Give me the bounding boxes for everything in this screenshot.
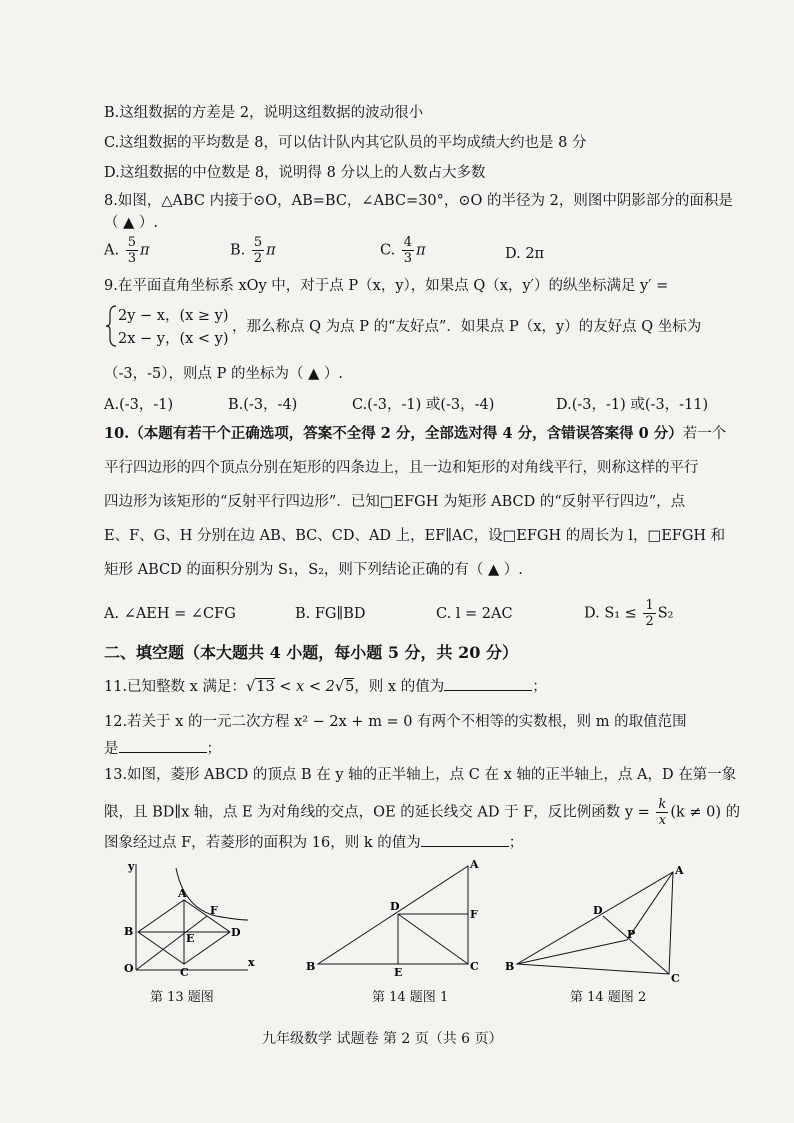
q9-option-a: A.(-3，-1): [104, 397, 174, 413]
q10-option-d: D. S₁ ≤ $\frac{1}{2}$ S₂: [584, 598, 674, 629]
q10-line-1: 10.（本题有若干个正确选项，答案不全得 2 分，全部选对得 4 分，含错误答案得 0 分）若一个: [104, 425, 727, 442]
q8-option-b-fraction: $\frac{5}{2}$: [253, 235, 263, 266]
q7-option-d: D.这组数据的中位数是 8，说明得 8 分以上的人数占大多数: [104, 165, 486, 181]
q9-stem: 9.在平面直角坐标系 xOy 中，对于点 P（x，y），如果点 Q（x，y′）的纵坐标满足 y′ =: [104, 278, 669, 294]
q10-line-4: E、F、G、H 分别在边 AB、BC、CD、AD 上，EF∥AC，设□EFGH 的周长为 l，□EFGH 和: [104, 528, 726, 544]
q9-case-2: 2x − y，(x < y): [118, 331, 229, 347]
fig13-label-y: y: [128, 860, 135, 873]
q8-option-a-fraction: $\frac{5}{3}$: [127, 235, 136, 266]
q11: 11.已知整数 x 满足：√13 < x < 2√5，则 x 的值为 ；: [104, 676, 547, 697]
section-2-title: 二、填空题（本大题共 4 小题，每小题 5 分，共 20 分）: [104, 643, 518, 662]
fig14a-line-dc: [398, 914, 468, 964]
fig13-label-x: x: [248, 956, 255, 969]
q10-line-5: 矩形 ABCD 的面积分别为 S₁，S₂，则下列结论正确的有（ ▲ ）.: [104, 562, 523, 578]
q10-line-2: 平行四边形的四个顶点分别在矩形的四条边上，且一边和矩形的对角线平行，则称这样的平行: [104, 460, 699, 476]
q9-case-1: 2y − x，(x ≥ y): [118, 308, 229, 324]
fig13-label-f: F: [210, 904, 218, 917]
q10-option-c: C. l = 2AC: [436, 606, 513, 622]
q9-option-b: B.(-3，-4): [228, 397, 298, 413]
fig14b-label-c: C: [671, 972, 680, 982]
q8-option-d: D. 2π: [505, 246, 545, 262]
q12-answer-blank[interactable]: [119, 738, 207, 753]
q10-option-b: B. FG∥BD: [295, 606, 366, 622]
q13-line-1: 13.如图，菱形 ABCD 的顶点 B 在 y 轴的正半轴上，点 C 在 x 轴的正半轴上，点 A，D 在第一象: [104, 767, 737, 783]
fig13-label-a: A: [178, 887, 187, 900]
figure-13-caption: 第 13 题图: [150, 990, 214, 1005]
fig13-label-o: O: [124, 962, 134, 975]
figure-14-1-caption: 第 14 题图 1: [372, 990, 449, 1005]
figure-14-2-caption: 第 14 题图 2: [570, 990, 647, 1005]
fig14b-line-bp: [517, 940, 627, 964]
q10-option-a: A. ∠AEH = ∠CFG: [104, 606, 236, 622]
fig13-label-d: D: [231, 926, 241, 939]
fig14b-label-b: B: [505, 960, 515, 973]
q12-line-1: 12.若关于 x 的一元二次方程 x² − 2x + m = 0 有两个不相等的实数根，则 m 的取值范围: [104, 714, 687, 730]
fig14b-line-dc: [603, 916, 669, 974]
fig14a-label-f: F: [470, 908, 478, 921]
q8-option-c-fraction: $\frac{4}{3}$: [403, 235, 413, 266]
fig14a-label-b: B: [306, 960, 316, 973]
q10-line-3: 四边形为该矩形的“反射平行四边形”．已知□EFGH 为矩形 ABCD 的“反射平行四边”，点: [104, 494, 686, 510]
q12-line-2: 是 ；: [104, 738, 221, 759]
q8-stem-answer: （ ▲ ）.: [104, 215, 158, 231]
fig13-line-of: [136, 916, 207, 970]
q8-stem: 8.如图，△ABC 内接于⊙O，AB=BC，∠ABC=30°，⊙O 的半径为 2，则图中阴影部分的面积是: [104, 193, 733, 209]
fig14a-label-e: E: [394, 966, 403, 978]
q13-line-2: 限，且 BD∥x 轴，点 E 为对角线的交点，OE 的延长线交 AD 于 F，反比例函数 y = $\frac{k}{x}$ (k ≠ 0) 的: [104, 797, 741, 828]
q13-fraction: $\frac{k}{x}$: [658, 797, 667, 828]
q7-option-c: C.这组数据的平均数是 8，可以估计队内其它队员的平均成绩大约也是 8 分: [104, 135, 587, 151]
q8-option-a: A. $\frac{5}{3}$ π: [104, 235, 150, 266]
fig13-label-e: E: [186, 932, 195, 945]
q8-option-b: B. $\frac{5}{2}$ π: [230, 235, 276, 266]
q7-option-b: B.这组数据的方差是 2，说明这组数据的波动很小: [104, 105, 424, 121]
fig14a-label-a: A: [470, 858, 479, 871]
fig14a-triangle: [318, 866, 468, 964]
fig14a-label-d: D: [390, 900, 400, 913]
q11-answer-blank[interactable]: [444, 676, 532, 691]
figure-13: [120, 858, 260, 976]
q10-option-d-fraction: $\frac{1}{2}$: [645, 598, 654, 629]
q13-answer-blank[interactable]: [421, 832, 509, 847]
q9-stem-continued: ，那么称点 Q 为点 P 的“友好点”．如果点 P（x，y）的友好点 Q 坐标为: [232, 319, 702, 335]
figure-14-2: [503, 858, 703, 982]
q8-option-c: C. $\frac{4}{3}$ π: [380, 235, 426, 266]
q9-option-d: D.(-3，-1) 或(-3，-11): [556, 397, 709, 413]
fig14b-label-a: A: [675, 864, 684, 877]
q9-option-c: C.(-3，-1) 或(-3，-4): [352, 397, 495, 413]
q13-line-3: 图象经过点 F，若菱形的面积为 16，则 k 的值为 ；: [104, 832, 523, 853]
fig14b-label-p: P: [627, 928, 636, 941]
q9-stem-point: （-3，-5），则点 P 的坐标为（ ▲ ）.: [104, 366, 343, 382]
figure-14-1: [300, 858, 490, 978]
fig13-label-b: B: [124, 925, 134, 938]
fig13-label-c: C: [180, 966, 189, 976]
fig14b-label-d: D: [593, 904, 603, 917]
page-footer: 九年级数学 试题卷 第 2 页（共 6 页）: [262, 1031, 503, 1047]
q9-brace: [104, 304, 118, 348]
fig14a-label-c: C: [470, 960, 479, 973]
